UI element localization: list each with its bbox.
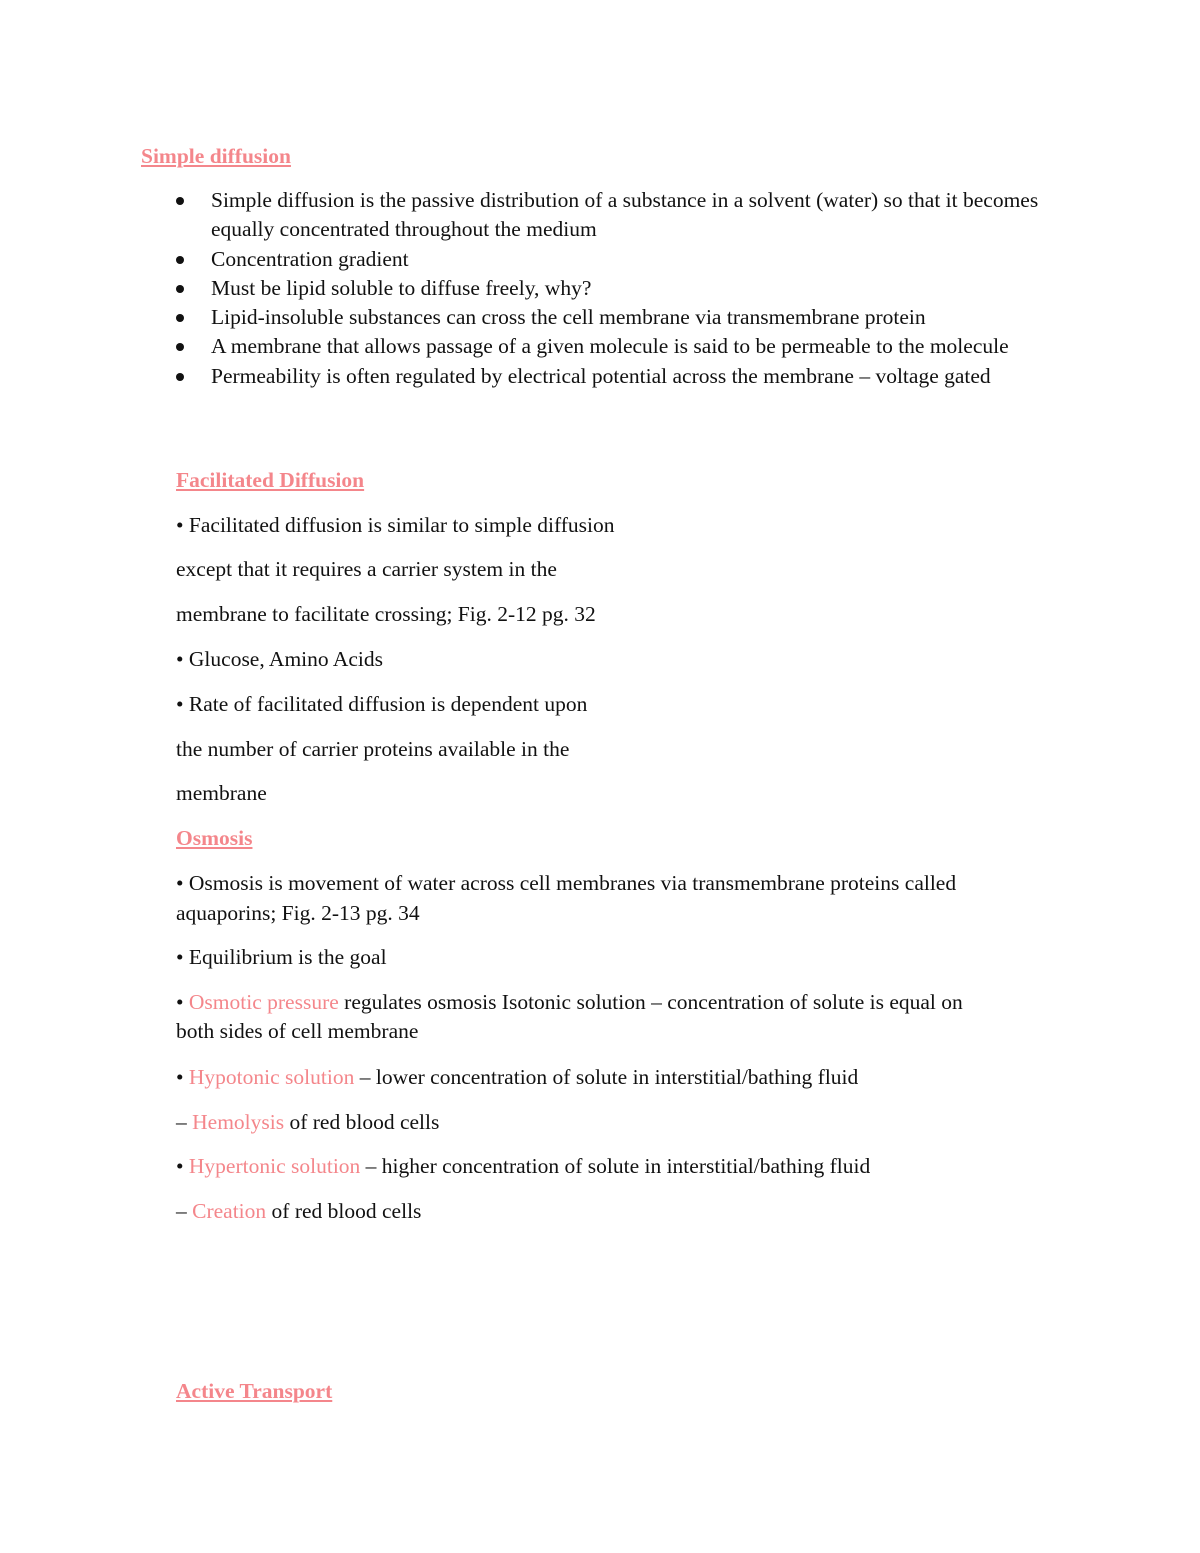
hemolysis-line (176, 1107, 439, 1137)
list-item (0, 362, 1200, 391)
term-creation: Creation (192, 1199, 267, 1223)
paragraph-line: aquaporins; Fig. 2-13 pg. 34 (176, 901, 420, 925)
bullet-dot-icon (176, 314, 184, 322)
list-item-text: Lipid-insoluble substances can cross the cell membrane via transmembrane protein (211, 305, 926, 330)
list-item-text: Concentration gradient (211, 246, 409, 271)
heading-osmosis: Osmosis (176, 826, 253, 850)
list-item (0, 303, 1200, 332)
paragraph-line: • Equilibrium is the goal (176, 945, 387, 969)
paragraph-line: membrane (176, 781, 267, 805)
bullet-marker: • (176, 1065, 189, 1089)
dash-marker: – (176, 1199, 193, 1223)
paragraph-line: the number of carrier proteins available in the (176, 737, 570, 761)
list-item-text: Simple diffusion is the passive distribution of a substance in a solvent (water) so that it becomes equally concentrated throughout the medium (211, 188, 1039, 242)
bullet-dot-icon (176, 285, 184, 293)
simple-diffusion-bullet-list (0, 186, 1200, 391)
bullet-dot-icon (176, 343, 184, 351)
line-text: of red blood cells (266, 1199, 422, 1223)
term-hypotonic-solution: Hypotonic solution (188, 1065, 355, 1089)
bullet-marker: • (176, 990, 189, 1014)
line-text: regulates osmosis Isotonic solution – concentration of solute is equal on (338, 990, 963, 1014)
term-osmotic-pressure: Osmotic pressure (188, 990, 339, 1014)
paragraph-line: • Glucose, Amino Acids (176, 647, 383, 671)
list-item-text: Must be lipid soluble to diffuse freely, why? (211, 275, 592, 300)
creation-line (176, 1196, 421, 1226)
line-text: – lower concentration of solute in interstitial/bathing fluid (354, 1065, 859, 1089)
dash-marker: – (176, 1110, 193, 1134)
heading-simple-diffusion: Simple diffusion (141, 144, 291, 168)
list-item (0, 332, 1200, 361)
hypotonic-line (176, 1062, 858, 1092)
heading-facilitated-diffusion: Facilitated Diffusion (176, 468, 365, 492)
paragraph-line: • Facilitated diffusion is similar to simple diffusion (176, 513, 615, 537)
line-text: – higher concentration of solute in interstitial/bathing fluid (360, 1154, 871, 1178)
paragraph-line: both sides of cell membrane (176, 1019, 419, 1043)
line-text: of red blood cells (284, 1110, 440, 1134)
bullet-dot-icon (176, 373, 184, 381)
bullet-marker: • (176, 1154, 189, 1178)
term-hemolysis: Hemolysis (192, 1110, 285, 1134)
bullet-dot-icon (176, 256, 184, 264)
paragraph-line: except that it requires a carrier system in the (176, 557, 557, 581)
hypertonic-line (176, 1151, 870, 1181)
heading-active-transport: Active Transport (176, 1379, 333, 1403)
list-item (0, 245, 1200, 274)
paragraph-line: membrane to facilitate crossing; Fig. 2-12 pg. 32 (176, 602, 596, 626)
osmotic-pressure-line (176, 987, 963, 1017)
list-item-text: A membrane that allows passage of a given molecule is said to be permeable to the molecule (211, 334, 1009, 359)
bullet-dot-icon (176, 197, 184, 205)
term-hypertonic-solution: Hypertonic solution (188, 1154, 361, 1178)
list-item-text: Permeability is often regulated by electrical potential across the membrane – voltage gated (211, 363, 991, 388)
list-item (0, 186, 1200, 245)
list-item (0, 274, 1200, 303)
paragraph-line: • Rate of facilitated diffusion is dependent upon (176, 692, 588, 716)
paragraph-line: • Osmosis is movement of water across cell membranes via transmembrane proteins called (176, 871, 957, 895)
